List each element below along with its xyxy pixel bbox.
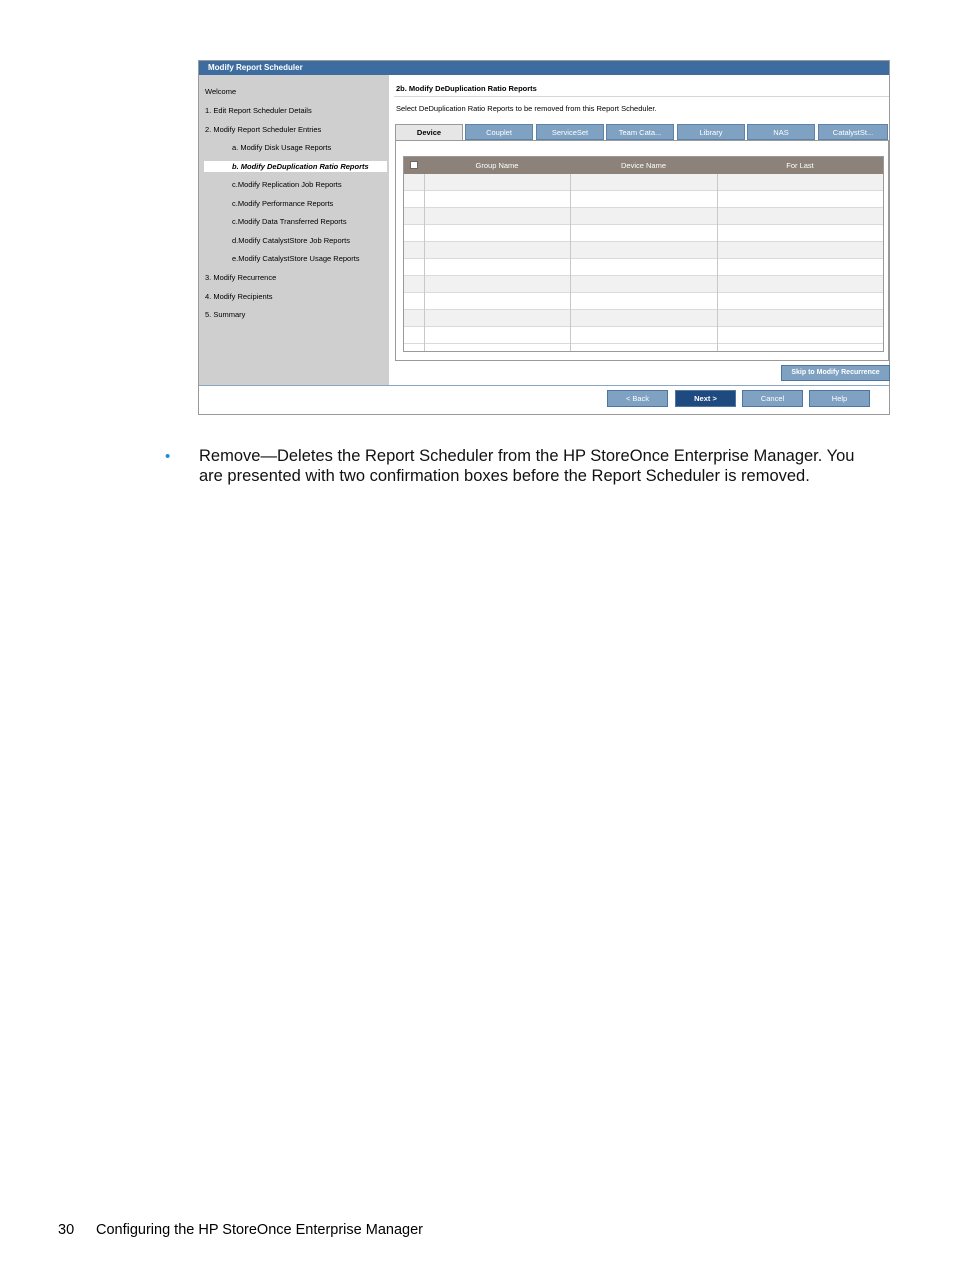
column-divider xyxy=(717,174,718,351)
column-divider xyxy=(570,174,571,351)
page-number: 30 xyxy=(58,1222,75,1238)
report-grid xyxy=(403,156,884,352)
nav-welcome[interactable]: Welcome xyxy=(205,87,237,96)
column-divider xyxy=(424,174,425,351)
tab-device[interactable]: Device xyxy=(395,124,463,141)
wizard-main xyxy=(389,75,889,385)
table-row[interactable] xyxy=(404,191,883,208)
nav-dedup-ratio[interactable]: b. Modify DeDuplication Ratio Reports xyxy=(204,161,387,172)
table-row[interactable] xyxy=(404,310,883,327)
tab-team-catalyst[interactable]: Team Cata... xyxy=(606,124,674,140)
nav-catalyst-usage[interactable]: e.Modify CatalystStore Usage Reports xyxy=(232,254,360,263)
table-row[interactable] xyxy=(404,208,883,225)
page-footer-title: Configuring the HP StoreOnce Enterprise Manager xyxy=(96,1222,423,1238)
bullet-text: Remove—Deletes the Report Scheduler from the HP StoreOnce Enterprise Manager. You are presented with two confirmation boxes before the Report Scheduler is removed. xyxy=(199,447,855,485)
nav-recipients[interactable]: 4. Modify Recipients xyxy=(205,292,273,301)
report-scheduler-dialog xyxy=(198,60,890,415)
nav-edit-details[interactable]: 1. Edit Report Scheduler Details xyxy=(205,106,312,115)
step-title: 2b. Modify DeDuplication Ratio Reports xyxy=(396,84,537,93)
grid-header xyxy=(404,157,883,174)
table-row[interactable] xyxy=(404,225,883,242)
table-row[interactable] xyxy=(404,276,883,293)
divider xyxy=(394,96,889,97)
nav-disk-usage[interactable]: a. Modify Disk Usage Reports xyxy=(232,143,332,152)
column-for-last[interactable]: For Last xyxy=(786,161,814,170)
nav-summary[interactable]: 5. Summary xyxy=(205,310,246,319)
nav-performance[interactable]: c.Modify Performance Reports xyxy=(232,199,334,208)
table-row[interactable] xyxy=(404,174,883,191)
bullet-icon: • xyxy=(165,448,171,465)
dialog-title: Modify Report Scheduler xyxy=(199,61,889,75)
help-button[interactable]: Help xyxy=(809,390,870,407)
select-all-checkbox[interactable] xyxy=(410,161,418,169)
back-button[interactable]: < Back xyxy=(607,390,668,407)
column-group-name[interactable]: Group Name xyxy=(475,161,519,170)
skip-to-recurrence-button[interactable]: Skip to Modify Recurrence xyxy=(781,365,890,381)
tab-catalyststore[interactable]: CatalystSt... xyxy=(818,124,888,140)
nav-catalyst-job[interactable]: d.Modify CatalystStore Job Reports xyxy=(232,236,350,245)
tab-nas[interactable]: NAS xyxy=(747,124,815,140)
footer-divider xyxy=(199,385,889,386)
nav-data-transferred[interactable]: c.Modify Data Transferred Reports xyxy=(232,217,347,226)
column-device-name[interactable]: Device Name xyxy=(620,161,666,170)
instruction-text: Select DeDuplication Ratio Reports to be removed from this Report Scheduler. xyxy=(396,104,657,113)
table-row[interactable] xyxy=(404,242,883,259)
tab-library[interactable]: Library xyxy=(677,124,745,140)
nav-modify-entries[interactable]: 2. Modify Report Scheduler Entries xyxy=(205,125,322,134)
table-row[interactable] xyxy=(404,293,883,310)
wizard-sidebar xyxy=(199,75,389,385)
table-row[interactable] xyxy=(404,259,883,276)
tab-panel xyxy=(395,140,889,361)
nav-recurrence[interactable]: 3. Modify Recurrence xyxy=(205,273,277,282)
cancel-button[interactable]: Cancel xyxy=(742,390,803,407)
tab-serviceset[interactable]: ServiceSet xyxy=(536,124,604,140)
tab-couplet[interactable]: Couplet xyxy=(465,124,533,140)
next-button[interactable]: Next > xyxy=(675,390,736,407)
table-row[interactable] xyxy=(404,327,883,344)
nav-replication-job[interactable]: c.Modify Replication Job Reports xyxy=(232,180,342,189)
